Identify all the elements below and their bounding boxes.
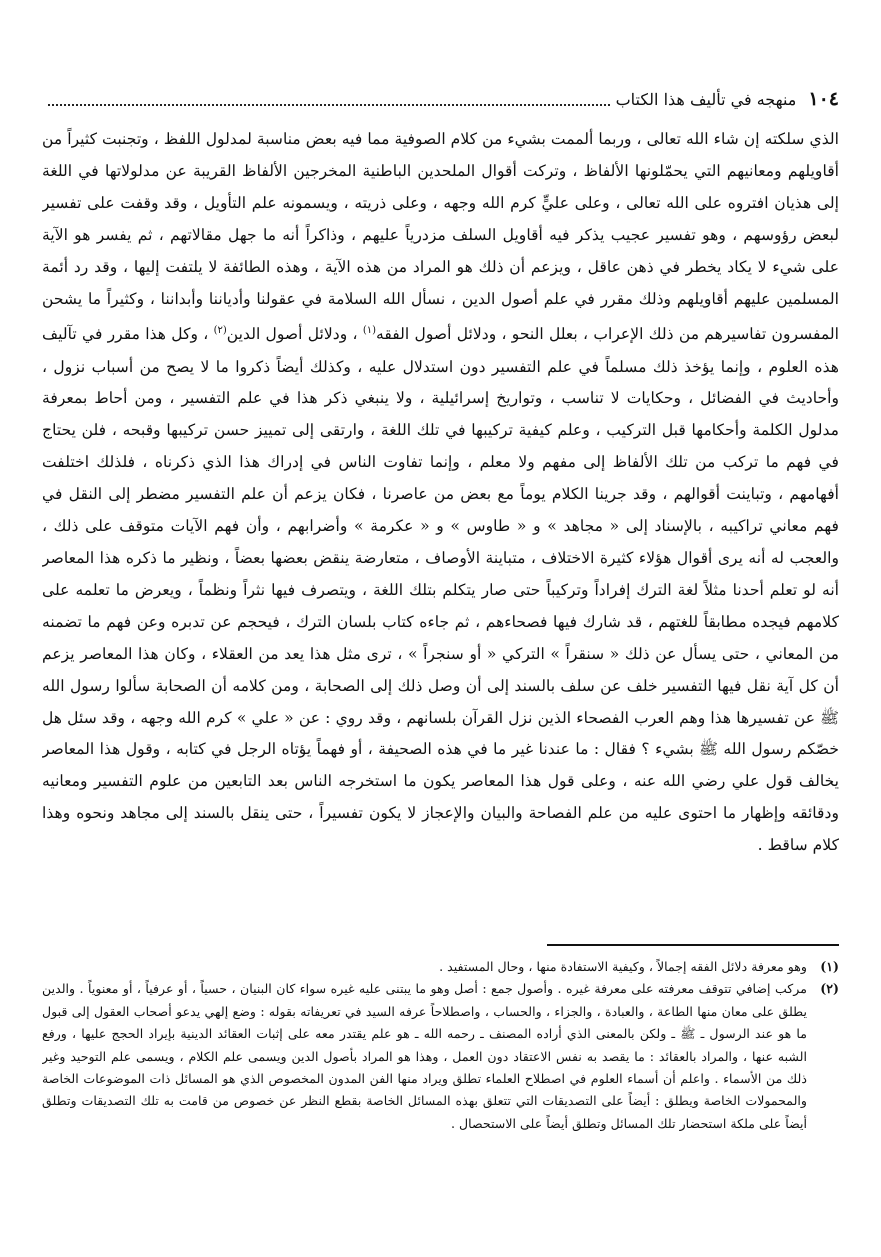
footnote-marker-1[interactable]: (١) xyxy=(362,325,377,337)
footnote-number: (٢) xyxy=(820,981,839,997)
page-header xyxy=(42,86,839,112)
page-number: ١٠٤ xyxy=(808,88,839,110)
body-text-part-1: الذي سلكته إن شاء الله تعالى ، وربما ألممت بشيء من كلام الصوفية مما فيه بعض مناسبة لمدلول اللفظ ، وتجنبت كثيراً من أقاويلهم ومعانيهم التي يحمّلونها الألفاظ ، وتركت أقوال الملحدين الباطنية المخرجين الألفاظ القريبة عن مدلولاتها في اللغة إلى هذيان افتروه على الله تعالى ، وعلى عليٍّ كرم الله وجهه ، وعلى ذريته ، ويسمونه علم التأويل ، وقد وقفت على تفسير لبعض رؤوسهم ، وهو تفسير عجيب يذكر فيه أقاويل السلف مزدرياً عليهم ، وذاكراً أنه ما جهل مقالاتهم ، ثم يفسر هو الآية على شيء لا يكاد يخطر في ذهن عاقل ، ويزعم أن ذلك هو المراد من هذه الآية ، وهذه الطائفة لا يلتفت إليها ، وقد رد أئمة المسلمين عليهم أقاويلهم وذلك مقرر في علم أصول الدين ، نسأل الله السلامة في عقولنا وأدياننا وأبداننا ، وكثيراً ما يشحن المفسرون تفاسيرهم من ذلك الإعراب ، بعلل النحو ، ودلائل أصول الفقه xyxy=(42,130,839,344)
body-text-part-3: ، وكل هذا مقرر في تآليف هذه العلوم ، وإنما يؤخذ ذلك مسلماً في علم التفسير دون استدلال عليه ، وكذلك أيضاً ذكروا ما لا يصح من أسباب نزول ، وأحاديث في الفضائل ، وحكايات لا تناسب ، وتواريخ إسرائيلية ، ولا ينبغي ذكر هذا في علم التفسير ، ومن أحاط بمعرفة مدلول الكلمة وأحكامها قبل التركيب ، وعلم كيفية تركيبها في تلك اللغة ، وارتقى إلى تمييز حسن تركيبها وقبحه ، فلن يحتاج في فهم ما تركب من تلك الألفاظ إلى مفهم ولا معلم ، وإنما تفاوت الناس في إدراك هذا الذي ذكرناه ، فلذلك اختلفت أفهامهم ، وتباينت أقوالهم ، وقد جرينا الكلام يوماً مع بعض من عاصرنا ، فكان يزعم أن علم التفسير مضطر إلى النقل في فهم معاني تراكيبه ، بالإسناد إلى « مجاهد » و « طاوس » و « عكرمة » وأضرابهم ، وأن فهم الآيات متوقف على ذلك ، والعجب له أنه يرى أقوال هؤلاء كثيرة الاختلاف ، متباينة الأوصاف ، متعارضة ينقض بعضها بعضاً ، ونظير ما ذكره هذا المعاصر أنه لو تعلم أحدنا مثلاً لغة الترك إفراداً وتركيباً حتى صار يتكلم بتلك اللغة ، ويتصرف فيها نثراً ونظماً ، ويعرض ما تعلمه على كلامهم فيجده مطابقاً للغتهم ، قد شارك فيها فصحاءهم ، ثم جاءه كتاب بلسان الترك ، فيحجم عن تدبره وعن فهم ما تضمنه من المعاني ، حتى يسأل عن ذلك « سنقراً » التركي « أو سنجراً » ، ترى مثل هذا يعد من العقلاء ، وكان هذا المعاصر يزعم أن كل آية نقل فيها التفسير خلف عن سلف بالسند إلى أن وصل ذلك إلى الصحابة ، ومن كلامه أن الصحابة سألوا رسول الله ﷺ عن تفسيرها هذا وهم العرب الفصحاء الذين نزل القرآن بلسانهم ، وقد روي : عن « علي » كرم الله وجهه ، وقد سئل هل خصّكم رسول الله ﷺ بشيء ؟ فقال : ما عندنا غير ما في هذه الصحيفة ، أو فهماً يؤتاه الرجل في كتابه ، وقول هذا المعاصر يخالف قول علي رضي الله عنه ، وعلى قول هذا المعاصر يكون ما استخرجه الناس بعد التابعين من علوم التفسير ومعانيه ودقائقه وإظهار ما احتوى عليه من علم الفصاحة والبيان والإعجاز لا يكون تفسيراً ، حتى ينقل بالسند إلى مجاهد ونحوه وهذا كلام ساقط . xyxy=(42,325,839,855)
header-leader-dots xyxy=(48,92,610,106)
footnote-number: (١) xyxy=(820,959,839,974)
footnotes-section xyxy=(42,956,839,1196)
footnote-text: مركب إضافي تتوقف معرفته على معرفة غيره . وأصول جمع : أصل وهو ما يبتنى عليه غيره سواء كان البنيان ، حسياً ، أو عرفياً ، أو معنوياً . والدين يطلق على معان منها الطاعة ، والعبادة ، والجزاء ، والحساب ، واصطلاحاً عرفه السيد في تعريفاته بقوله : وضع إلهي يدعو أصحاب العقول إلى قبول ما هو عند الرسول ـ ﷺ ـ ولكن بالمعنى الذي أراده المصنف ـ رحمه الله ـ هو علم يقتدر معه على إثبات العقائد الدينية بإيراد الحجج عليها ، ورفع الشبه عنها ، والمراد بالعقائد : ما يقصد به نفس الاعتقاد دون العمل ، وهذا هو المراد بأصول الدين ويسمى علم الكلام ، ويسمى علم التوحيد وغير ذلك من الأسماء . واعلم أن أسماء العلوم في اصطلاح العلماء تطلق ويراد منها الفن المدون المخصوص الذي هو المسائل ذات الموضوعات الخاصة والمحمولات الخاصة ويطلق : أيضاً على التصديقات التي تتعلق بهذه المسائل الخاصة بقطع النظر عن خصوص من قامت به تلك التصديقات وتطلق أيضاً على ملكة استحضار تلك المسائل وتطلق أيضاً على الاستحصال . xyxy=(42,981,807,1131)
running-title: منهجه في تأليف هذا الكتاب xyxy=(615,89,797,109)
footnote-separator xyxy=(547,944,839,946)
footnote-1 xyxy=(42,956,839,978)
footnote-text: وهو معرفة دلائل الفقه إجمالاً ، وكيفية الاستفادة منها ، وحال المستفيد . xyxy=(439,959,807,974)
footnote-2 xyxy=(42,978,839,1135)
main-body-text xyxy=(42,124,839,894)
body-text-part-2: ، ودلائل أصول الدين xyxy=(226,325,358,344)
footnote-marker-2[interactable]: (٢) xyxy=(213,325,227,337)
body-paragraph xyxy=(42,124,839,862)
